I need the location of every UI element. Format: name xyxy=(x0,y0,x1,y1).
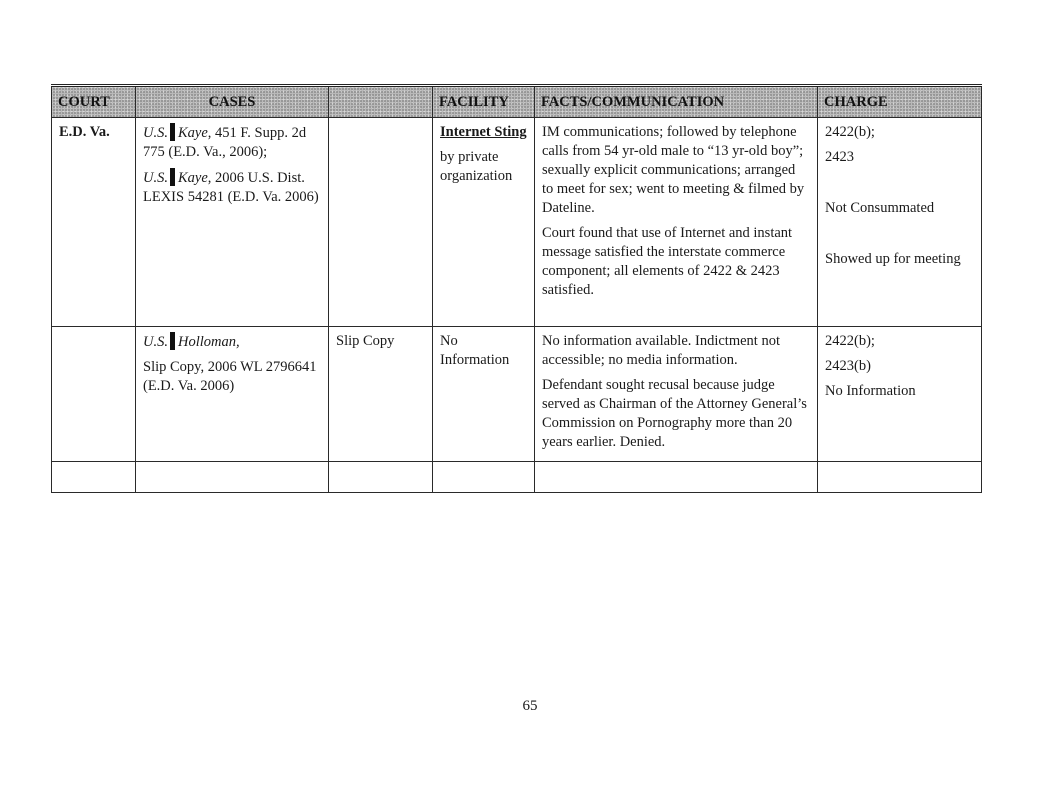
empty-cell xyxy=(818,462,982,493)
charge-line: 2423(b) xyxy=(825,358,871,374)
redaction-bar xyxy=(170,123,175,141)
case-cite: Slip Copy, 2006 WL 2796641 (E.D. Va. 2006) xyxy=(143,359,317,394)
charge-line: Not Consummated xyxy=(825,200,935,216)
header-charge: CHARGE xyxy=(818,86,982,118)
case-name: Kaye xyxy=(177,170,208,186)
case-prefix: U.S. xyxy=(143,125,168,141)
table-row xyxy=(52,327,982,462)
case-cite: , 451 F. Supp. 2d 775 (E.D. Va., 2006); xyxy=(143,125,307,160)
header-blank xyxy=(329,86,433,118)
charge-line: 2422(b); xyxy=(825,333,875,349)
col3-cell: Slip Copy xyxy=(329,327,433,462)
charge-line: No Information xyxy=(825,383,916,399)
court-cell xyxy=(52,118,136,327)
court-name: E.D. Va. xyxy=(59,124,110,140)
header-cases: CASES xyxy=(136,86,329,118)
facts-paragraph: IM communications; followed by telephone calls from 54 yr-old male to “13 yr-old boy”; sexually explicit communications; arranged to meet for sex; went to meeting & filmed by Dateline. xyxy=(542,124,805,216)
table-row xyxy=(52,462,982,493)
header-facility: FACILITY xyxy=(433,86,535,118)
case-name: Kaye xyxy=(177,125,208,141)
table-row xyxy=(52,118,982,327)
case-prefix: U.S. xyxy=(143,334,168,350)
empty-cell xyxy=(329,462,433,493)
facts-cell xyxy=(535,118,818,327)
charge-line: 2423 xyxy=(825,149,854,165)
facility-cell xyxy=(433,118,535,327)
case-cite: , 2006 U.S. Dist. LEXIS 54281 (E.D. Va. 2006) xyxy=(143,170,319,205)
cases-cell xyxy=(136,118,329,327)
case-citation xyxy=(143,123,321,162)
charge-line: Showed up for meeting xyxy=(825,251,961,267)
facts-paragraph: No information available. Indictment not accessible; no media information. xyxy=(542,333,780,368)
empty-cell xyxy=(136,462,329,493)
table-header-row xyxy=(52,86,982,118)
facts-paragraph: Defendant sought recusal because judge served as Chairman of the Attorney General’s Commission on Pornography more than 20 years earlier. Denied. xyxy=(542,377,807,450)
facility-detail: by private organization xyxy=(440,149,513,184)
case-prefix: U.S. xyxy=(143,170,168,186)
facts-cell xyxy=(535,327,818,462)
empty-cell xyxy=(535,462,818,493)
charge-cell xyxy=(818,327,982,462)
court-cell xyxy=(52,327,136,462)
facility-title: Internet Sting xyxy=(440,124,527,140)
charge-line: 2422(b); xyxy=(825,124,875,140)
redaction-bar xyxy=(170,168,175,186)
empty-cell xyxy=(433,462,535,493)
empty-cell xyxy=(52,462,136,493)
page-number: 65 xyxy=(522,698,538,714)
header-facts: FACTS/COMMUNICATION xyxy=(535,86,818,118)
case-table xyxy=(51,84,982,493)
facility-cell: No Information xyxy=(433,327,535,462)
case-citation xyxy=(143,168,321,207)
redaction-bar xyxy=(170,332,175,350)
case-name: Holloman, xyxy=(177,334,240,350)
header-court: COURT xyxy=(52,86,136,118)
case-citation xyxy=(143,332,321,352)
charge-cell xyxy=(818,118,982,327)
blank-cell xyxy=(329,118,433,327)
cases-cell xyxy=(136,327,329,462)
facts-paragraph: Court found that use of Internet and instant message satisfied the interstate commerce component; all elements of 2422 & 2423 satisfied. xyxy=(542,225,793,298)
